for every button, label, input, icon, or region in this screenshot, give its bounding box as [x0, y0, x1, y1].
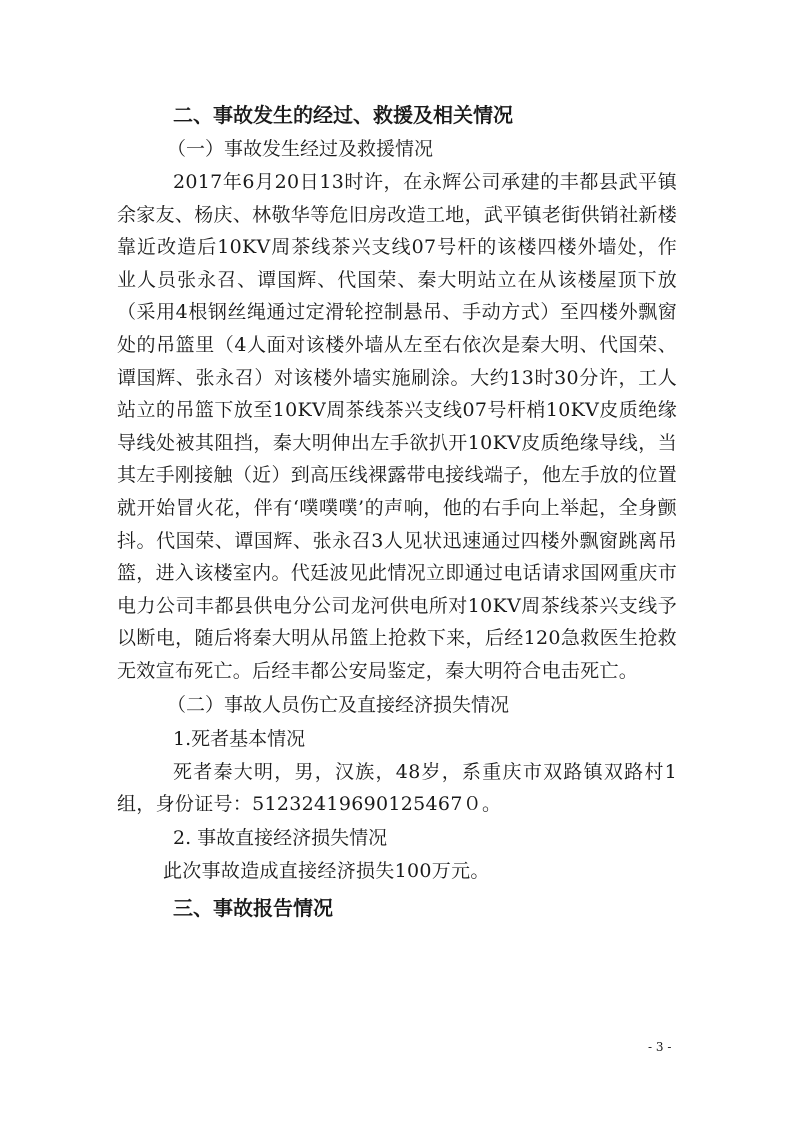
subheading-deceased-info: 1.死者基本情况 [173, 727, 306, 750]
subheading-economic-loss: 2. 事故直接经济损失情况 [173, 826, 388, 849]
paragraph-accident-process: 2017年6月20日13时许，在永辉公司承建的丰都县武平镇余家友、杨庆、林敬华等危旧房改造工地，武平镇老街供销社新楼靠近改造后10KV周茶线茶兴支线07号杆的该楼四楼外墙处，作业人员张永召、谭国辉、代国荣、秦大明站立在从该楼屋顶下放（采用4根钢丝绳通过定滑轮控制悬吊、手动方式）至四楼外飘窗处的吊篮里（4人面对该楼外墙从左至右依次是秦大明、代国荣、谭国辉、张永召）对该楼外墙实施刷涂。大约13时30分许，工人站立的吊篮下放至10KV周茶线茶兴支线07号杆梢10KV皮质绝缘导线处被其阻挡，秦大明伸出左手欲扒开10KV皮质绝缘导线，当其左手刚接触（近）到高压线裸露带电接线端子，他左手放的位置就开始冒火花，伴有‘噗噗噗’的声响，他的右手向上举起，全身颤抖。代国荣、谭国辉、张永召3人见状迅速通过四楼外飘窗跳离吊篮，进入该楼室内。代廷波见此情况立即通过电话请求国网重庆市电力公司丰都县供电分公司龙河供电所对10KV周茶线茶兴支线予以断电，随后将秦大明从吊篮上抢救下来，后经120急救医生抢救无效宣布死亡。后经丰都公安局鉴定，秦大明符合电击死亡。 [117, 171, 677, 682]
document-body [117, 98, 677, 925]
section-heading-3: 三、事故报告情况 [173, 896, 333, 921]
paragraph-economic-loss: 此次事故造成直接经济损失100万元。 [163, 859, 490, 882]
subsection-heading-accident-process: （一）事故发生经过及救援情况 [167, 138, 434, 160]
subsection-heading-casualties-loss: （二）事故人员伤亡及直接经济损失情况 [167, 693, 510, 716]
paragraph-deceased-info: 死者秦大明，男，汉族，48岁，系重庆市双路镇双路村1组，身份证号：51232419690125467０。 [117, 760, 677, 816]
page-number: - 3 - [648, 1040, 672, 1054]
section-heading-2: 二、事故发生的经过、救援及相关情况 [173, 103, 513, 127]
